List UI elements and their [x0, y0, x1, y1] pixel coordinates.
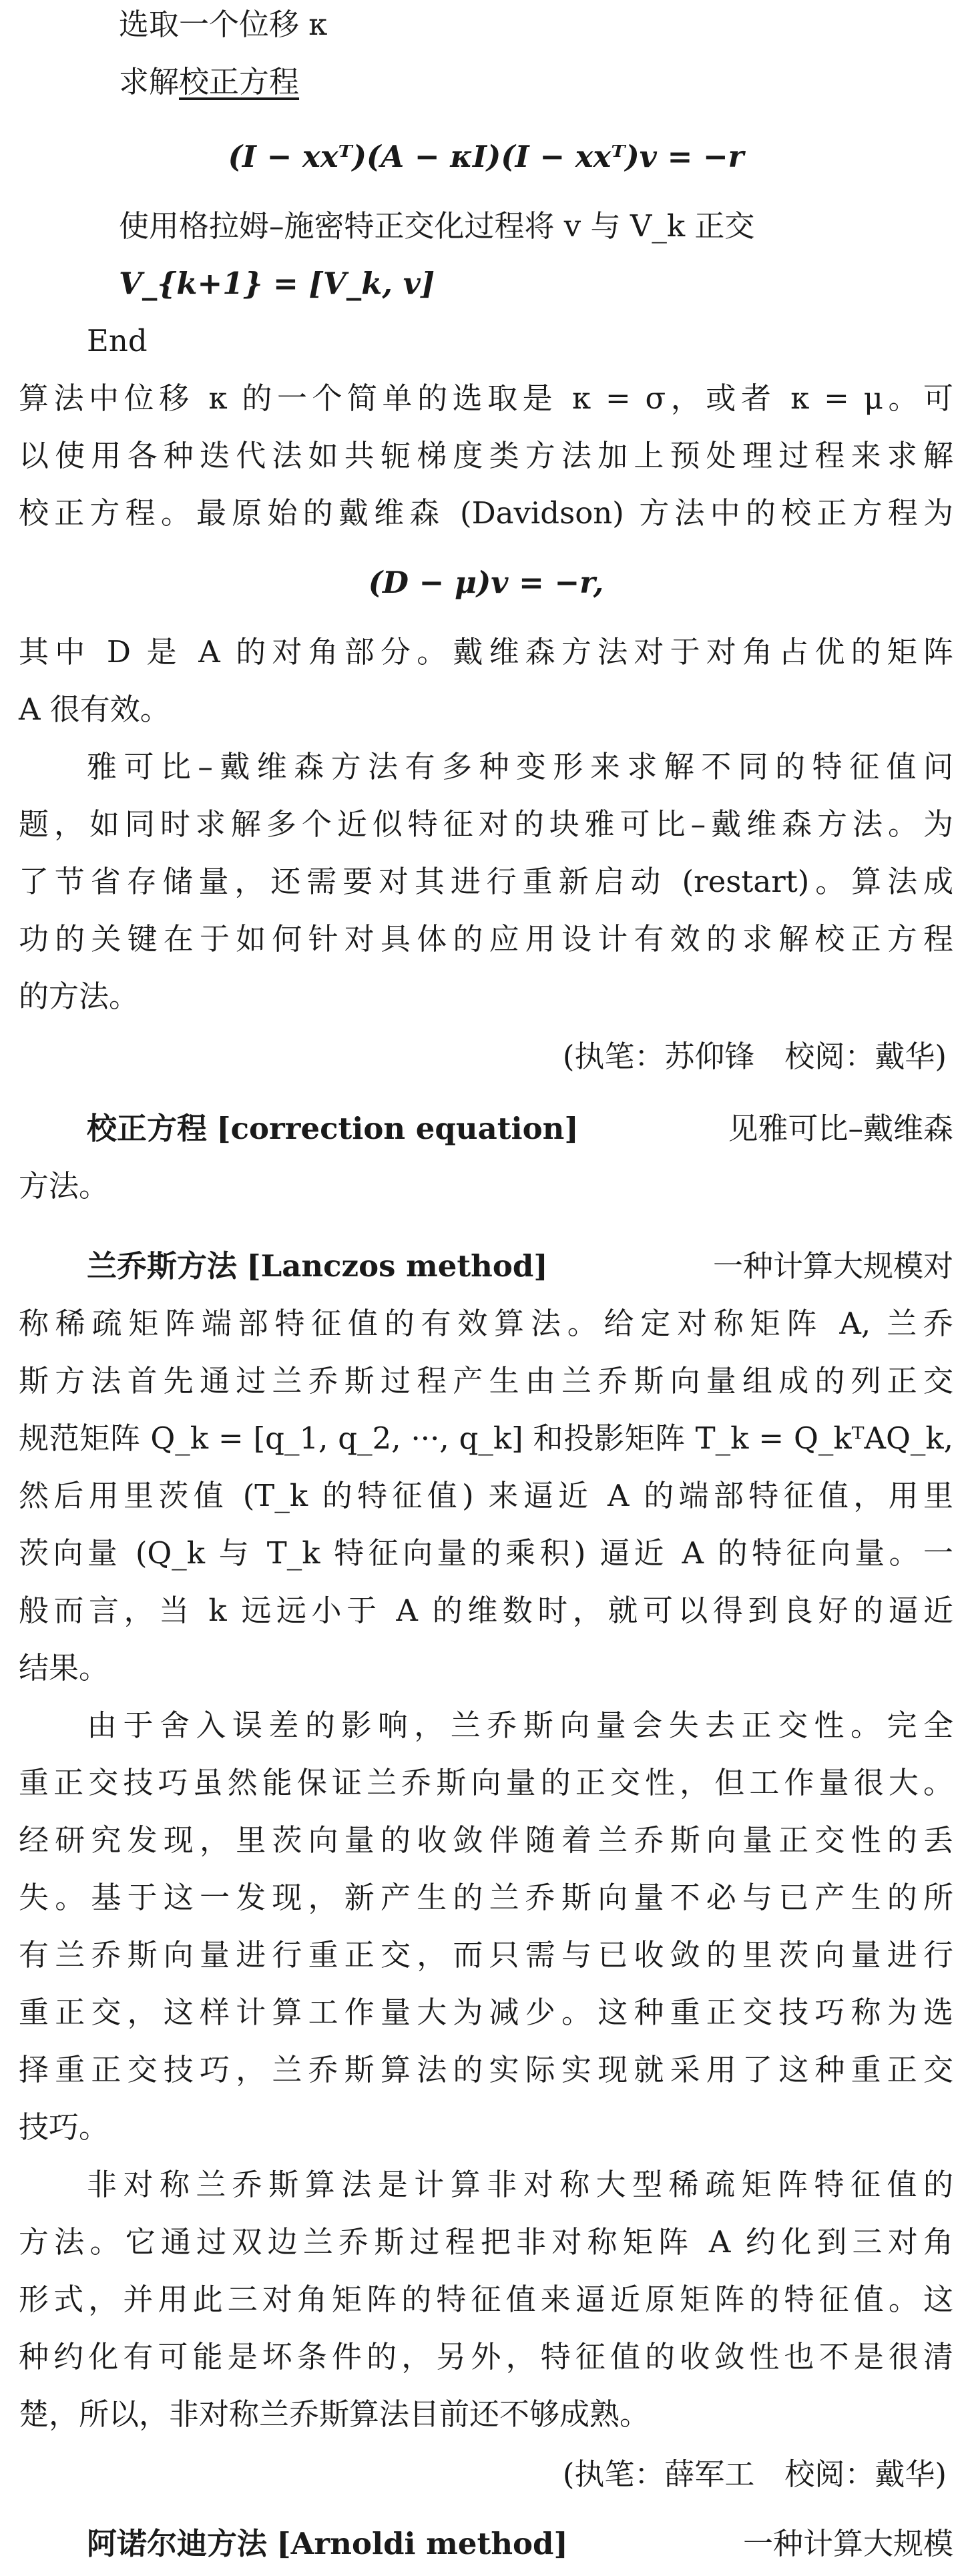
text-line: 以使用各种迭代法如共轭梯度类方法加上预处理过程来求解	[19, 438, 953, 473]
correction-equation-formula: (I − xxᵀ)(A − κI)(I − xxᵀ)v = −r	[228, 139, 744, 174]
entry-lanczos-method	[87, 1238, 953, 1295]
entry-english-term: [correction equation]	[216, 1111, 579, 1146]
text-line: 楚，所以，非对称兰乔斯算法目前还不够成熟。	[19, 2396, 650, 2432]
text-line: 技巧。	[19, 2109, 109, 2145]
text-line: 经研究发现，里茨向量的收敛伴随着兰乔斯向量正交性的丢	[19, 1822, 953, 1858]
text-line: A 很有效。	[19, 692, 170, 727]
author-credit: (执笔：苏仰锋 校阅：戴华)	[562, 1039, 947, 1074]
text-line: 称稀疏矩阵端部特征值的有效算法。给定对称矩阵 A, 兰乔	[19, 1306, 953, 1341]
entry-lead-text: 一种计算大规模	[742, 2526, 953, 2561]
text-line: 失。基于这一发现，新产生的兰乔斯向量不必与已产生的所	[19, 1880, 953, 1915]
entry-correction-equation	[87, 1100, 953, 1157]
text-line: 形式，并用此三对角矩阵的特征值来逼近原矩阵的特征值。这	[19, 2282, 953, 2317]
cross-reference[interactable]: 见雅可比–戴维森	[728, 1111, 953, 1146]
algo-step-update: V_{k+1} = [V_k, v]	[119, 266, 435, 301]
algo-step-solve: 求解校正方程	[119, 64, 300, 99]
text-line: 由于舍入误差的影响，兰乔斯向量会失去正交性。完全	[87, 1708, 953, 1743]
text-line: 茨向量 (Q_k 与 T_k 特征向量的乘积) 逼近 A 的特征向量。一	[19, 1535, 953, 1571]
author-credit: (执笔：薛军工 校阅：戴华)	[562, 2457, 947, 2492]
correction-equation-link[interactable]: 校正方程	[179, 64, 300, 99]
algo-step-orthogonalize: 使用格拉姆–施密特正交化过程将 v 与 V_k 正交	[119, 208, 755, 244]
entry-term: 阿诺尔迪方法	[87, 2526, 268, 2561]
text-line: 然后用里茨值 (T_k 的特征值) 来逼近 A 的端部特征值，用里	[19, 1478, 953, 1513]
text-line: 的方法。	[19, 979, 140, 1014]
text-line: 规范矩阵 Q_k = [q_1, q_2, ···, q_k] 和投影矩阵 T_k = Q_kᵀAQ_k,	[19, 1421, 953, 1456]
text-line: 方法。它通过双边兰乔斯过程把非对称矩阵 A 约化到三对角	[19, 2224, 953, 2260]
entry-english-term: [Arnoldi method]	[276, 2526, 568, 2561]
text-line: 结果。	[19, 1650, 109, 1686]
text-line: 重正交，这样计算工作量大为减少。这种重正交技巧称为选	[19, 1995, 953, 2030]
text-line: 雅可比–戴维森方法有多种变形来求解不同的特征值问	[87, 749, 953, 784]
text-line: 了节省存储量，还需要对其进行重新启动 (restart)。算法成	[19, 864, 953, 899]
text-line: 般而言，当 k 远远小于 A 的维数时，就可以得到良好的逼近	[19, 1593, 953, 1628]
algo-end: End	[87, 323, 148, 358]
text-line: 择重正交技巧，兰乔斯算法的实际实现就采用了这种重正交	[19, 2052, 953, 2087]
text-line: 非对称兰乔斯算法是计算非对称大型稀疏矩阵特征值的	[87, 2167, 953, 2202]
text-line: 题，如同时求解多个近似特征对的块雅可比–戴维森方法。为	[19, 806, 953, 842]
text-line: 种约化有可能是坏条件的，另外，特征值的收敛性也不是很清	[19, 2339, 953, 2374]
entry-term: 校正方程	[87, 1111, 208, 1146]
text-line: 方法。	[19, 1168, 109, 1204]
text-line: 有兰乔斯向量进行重正交，而只需与已收敛的里茨向量进行	[19, 1937, 953, 1973]
davidson-equation: (D − μ)v = −r,	[368, 565, 604, 600]
text-line: 斯方法首先通过兰乔斯过程产生由兰乔斯向量组成的列正交	[19, 1363, 953, 1398]
entry-lead-text: 一种计算大规模对	[712, 1248, 953, 1284]
text-line: 其中 D 是 A 的对角部分。戴维森方法对于对角占优的矩阵	[19, 634, 953, 670]
algo-step-shift: 选取一个位移 κ	[119, 7, 328, 42]
entry-english-term: [Lanczos method]	[246, 1248, 548, 1284]
text-line: 校正方程。最原始的戴维森 (Davidson) 方法中的校正方程为	[19, 495, 953, 531]
entry-arnoldi-method	[87, 2515, 953, 2573]
text-line: 功的关键在于如何针对具体的应用设计有效的求解校正方程	[19, 921, 953, 957]
entry-term: 兰乔斯方法	[87, 1248, 238, 1284]
text-line: 重正交技巧虽然能保证兰乔斯向量的正交性，但工作量很大。	[19, 1765, 953, 1800]
text-line: 算法中位移 κ 的一个简单的选取是 κ = σ，或者 κ = μ。可	[19, 380, 953, 416]
